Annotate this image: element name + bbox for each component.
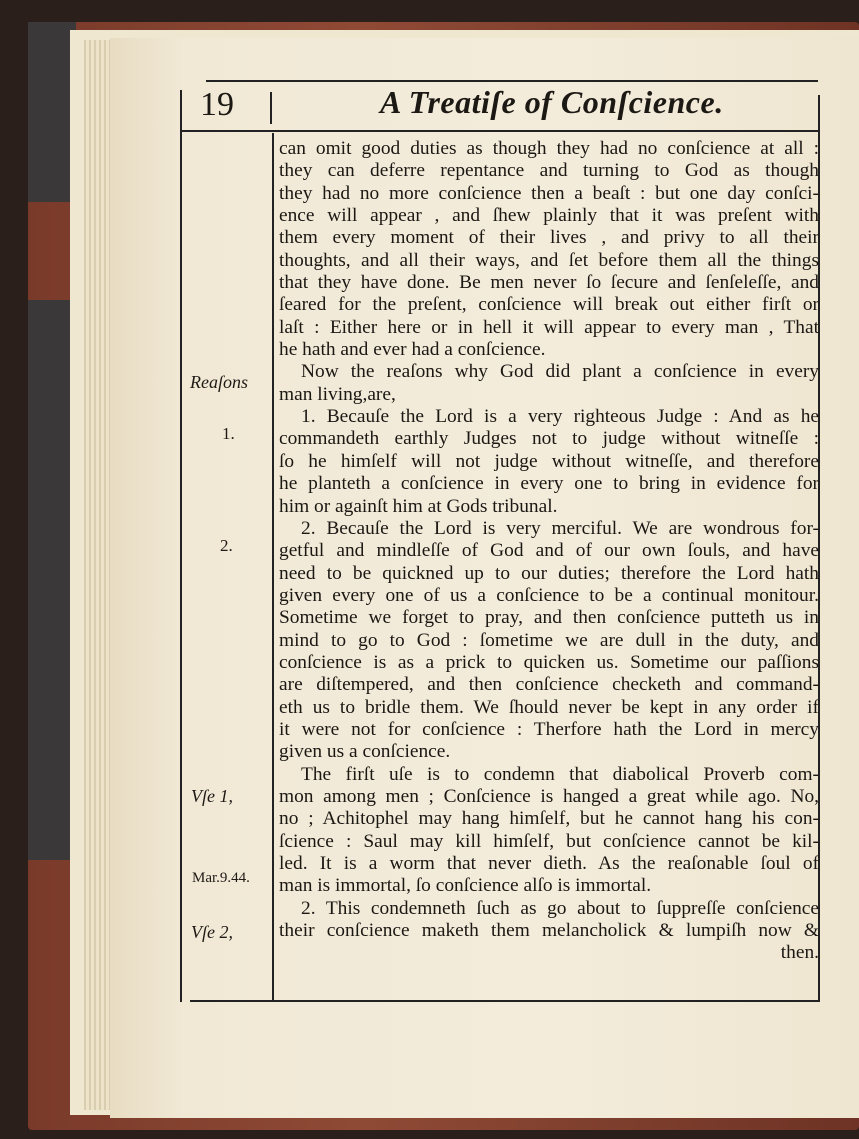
text-line: 2. This condemneth ſuch as go about to ſuppreſſe conſcience [301, 897, 819, 919]
text-line: they had no more conſcience then a beaſt : but one day conſci- [279, 182, 819, 204]
text-line: him or againſt him at Gods tribunal. [279, 495, 558, 517]
text-line: mon among men ; Conſcience is hanged a great while ago. No, [279, 785, 819, 807]
text-line: then. [780, 942, 819, 964]
text-line: The firſt uſe is to condemn that diabolical Proverb com- [301, 763, 819, 785]
text-line: them every moment of their lives , and privy to all their [279, 227, 819, 249]
text-line: eth us to bridle them. We ſhould never be kept in any order if [279, 696, 819, 718]
margin-note-use-1: Vſe 1, [191, 786, 233, 806]
text-line: commandeth earthly Judges not to judge without witneſſe : [279, 428, 819, 450]
header-divider [270, 92, 272, 124]
margin-note-citation: Mar.9.44. [192, 870, 250, 886]
page-number: 19 [200, 86, 234, 123]
text-line: conſcience is as a prick to quicken us. Sometime our paſſions [279, 651, 819, 673]
text-line: ſeared for the preſent, conſcience will break out either firſt or [279, 294, 819, 316]
margin-note-use-2: Vſe 2, [191, 922, 233, 942]
text-line: man is immortal, ſo conſcience alſo is immortal. [279, 875, 652, 897]
margin-note-reason-1: 1. [222, 424, 235, 443]
text-line: can omit good duties as though they had no conſcience at all : [279, 138, 819, 159]
frame-bottom-rule [190, 1000, 820, 1002]
margin-note-reasons: Reaſons [190, 372, 248, 392]
text-line: they can deferre repentance and turning to God as though [279, 160, 819, 182]
running-title: A Treatiſe of Conſcience. [380, 84, 724, 120]
margin-column-rule [272, 133, 274, 1001]
text-line: he planteth a conſcience in every one to bring in evidence for [279, 473, 819, 495]
spine-band-top [28, 22, 76, 202]
text-line: mind to go to God : ſometime we are dull in the duty, and [279, 629, 819, 651]
text-line: 1. Becauſe the Lord is a very righteous Judge : And as he [301, 406, 819, 428]
text-line: given us a conſcience. [279, 741, 451, 763]
text-line: it were not for conſcience : Therfore hath the Lord in mercy [279, 718, 819, 740]
text-line: given every one of us a conſcience to be a continual monitour. [279, 584, 819, 606]
text-line: Now the reaſons why God did plant a conſcience in every [301, 361, 819, 383]
text-line: are diſtempered, and then conſcience checketh and command- [279, 674, 819, 696]
header-rule-top [206, 80, 818, 82]
text-line: led. It is a worm that never dieth. As the reaſonable ſoul of [279, 853, 819, 874]
text-line: ſcience : Saul may kill himſelf, but conſcience cannot be kil- [279, 830, 819, 852]
text-line: he hath and ever had a conſcience. [279, 339, 546, 361]
text-line: ence will appear , and ſhew plainly that it was preſent with [279, 205, 819, 227]
text-line: laſt : Either here or in hell it will appear to every man , That [279, 316, 819, 338]
text-line: getful and mindleſſe of God and of our own ſouls, and have [279, 540, 819, 562]
text-line: their conſcience maketh them melancholick & lumpiſh now & [279, 920, 819, 942]
spine-band-bottom [28, 300, 76, 860]
text-line: ſo he himſelf will not judge without witneſſe, and therefore [279, 450, 819, 472]
text-line: that they have done. Be men never ſo ſecure and ſenſeleſſe, and [279, 272, 819, 294]
text-line: 2. Becauſe the Lord is very merciful. We are wondrous for- [301, 517, 819, 539]
text-line: man living,are, [279, 383, 396, 405]
text-line: thoughts, and all their ways, and ſet before them all the things [279, 249, 819, 271]
margin-note-reason-2: 2. [220, 536, 233, 555]
frame-left-rule [180, 90, 182, 1002]
header-rule-bottom [180, 130, 820, 132]
body-text [279, 138, 819, 965]
text-line: need to be quickned up to our duties; therefore the Lord hath [279, 562, 819, 584]
text-line: no ; Achitophel may hang himſelf, but he cannot hang his con- [279, 808, 819, 830]
text-line: Sometime we forget to pray, and then conſcience putteth us in [279, 607, 819, 629]
